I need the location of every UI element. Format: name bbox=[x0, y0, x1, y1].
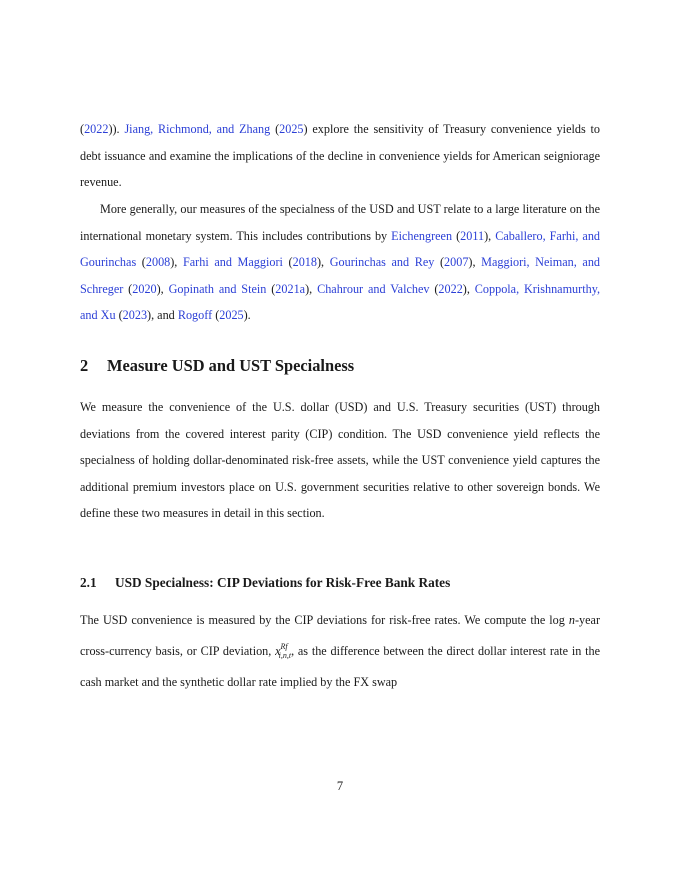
subsection-title: USD Specialness: CIP Deviations for Risk-Free Bank Rates bbox=[115, 575, 451, 590]
text-run: More generally, our measures of the specialness of the USD and UST relate to a large literature on the international monetary system. This includes contributions by bbox=[80, 202, 600, 243]
text-run: ), bbox=[316, 255, 330, 270]
subsection-number: 2.1 bbox=[80, 575, 97, 590]
text-run: ( bbox=[80, 122, 85, 136]
paragraph-literature-2 bbox=[80, 196, 600, 329]
math-superscript: Rf bbox=[280, 641, 288, 651]
citation-chahrour-year[interactable]: 2022 bbox=[438, 281, 463, 296]
citation-year-2025[interactable]: 2025 bbox=[279, 122, 304, 136]
text-run: ( bbox=[282, 255, 293, 270]
text-run: ) explore the sensitivity of Treasury convenience yields to debt issuance and examine the implications of the decline in convenience yields for American seigniorage revenue. bbox=[80, 122, 600, 190]
subsection-heading bbox=[80, 575, 450, 591]
citation-year-2022[interactable]: 2022 bbox=[84, 122, 109, 136]
math-subscript: i,n,t bbox=[278, 650, 292, 660]
citation-gourinchas-year[interactable]: 2007 bbox=[444, 255, 469, 270]
text-run: ( bbox=[212, 308, 220, 323]
text-run: , as the difference between the direct dollar interest rate in the cash market and the synthetic dollar rate implied by the FX swap bbox=[80, 643, 600, 690]
text-run: ( bbox=[452, 228, 461, 243]
text-run: ( bbox=[136, 255, 146, 270]
citation-gopinath-stein[interactable]: Gopinath and Stein bbox=[168, 281, 267, 296]
text-run: ( bbox=[429, 281, 439, 296]
section-heading bbox=[80, 356, 354, 376]
text-run: ), bbox=[468, 255, 482, 270]
citation-gopinath-year[interactable]: 2021a bbox=[275, 281, 306, 296]
citation-farhi-year[interactable]: 2018 bbox=[292, 255, 317, 270]
text-run: ), bbox=[305, 281, 318, 296]
text-run: ), bbox=[170, 255, 183, 270]
text-run: -year cross-currency basis, or CIP deviation, bbox=[80, 613, 600, 658]
citation-maggiori-year[interactable]: 2020 bbox=[132, 281, 157, 296]
citation-jiang-richmond-zhang[interactable]: Jiang, Richmond, and Zhang bbox=[124, 122, 271, 136]
citation-caballero-farhi-gourinchas[interactable]: Caballero, Farhi, and Gourinchas bbox=[80, 228, 601, 270]
citation-eichengreen-year[interactable]: 2011 bbox=[460, 228, 485, 243]
paragraph-usd-convenience bbox=[80, 607, 600, 696]
paragraph-literature-1 bbox=[80, 116, 600, 196]
paragraph-section-intro: We measure the convenience of the U.S. dollar (USD) and U.S. Treasury securities (UST) through deviations from the covered interest parity (CIP) condition. The USD convenience yield reflects the specialness of holding dollar-denominated risk-free assets, while the UST convenience yield captures the additional premium investors place on U.S. government securities relative to other sovereign bonds. We define these two measures in detail in this section. bbox=[80, 400, 600, 521]
citation-chahrour-valchev[interactable]: Chahrour and Valchev bbox=[317, 281, 430, 296]
citation-gourinchas-rey[interactable]: Gourinchas and Rey bbox=[329, 255, 435, 270]
text-run: ), bbox=[156, 281, 169, 296]
text-run: The USD convenience is measured by the CIP deviations for risk-free rates. We compute the log bbox=[80, 613, 569, 627]
citation-rogoff-year[interactable]: 2025 bbox=[219, 308, 244, 323]
citation-maggiori-neiman-schreger[interactable]: Maggiori, Neiman, and Schreger bbox=[80, 255, 601, 296]
text-run: ), bbox=[462, 281, 475, 296]
section-title: Measure USD and UST Specialness bbox=[107, 356, 355, 375]
text-run: ( bbox=[266, 281, 276, 296]
text-run: ( bbox=[270, 122, 280, 136]
text-run: ). bbox=[243, 308, 251, 323]
text-run: ), bbox=[484, 228, 496, 243]
section-number: 2 bbox=[80, 356, 89, 375]
text-run: ( bbox=[434, 255, 445, 270]
text-run: ), and bbox=[147, 308, 178, 323]
text-run: )). bbox=[108, 122, 125, 136]
citation-coppola-year[interactable]: 2023 bbox=[122, 308, 148, 323]
page-number: 7 bbox=[336, 779, 344, 793]
citation-rogoff[interactable]: Rogoff bbox=[177, 308, 213, 323]
citation-eichengreen[interactable]: Eichengreen bbox=[391, 228, 453, 243]
citation-caballero-year[interactable]: 2008 bbox=[145, 255, 171, 270]
citation-coppola-krishnamurthy-xu[interactable]: Coppola, Krishnamurthy, and Xu bbox=[80, 281, 601, 323]
text-run: ( bbox=[115, 308, 123, 323]
math-x: x bbox=[275, 643, 281, 658]
math-n: n bbox=[568, 613, 575, 627]
citation-farhi-maggiori[interactable]: Farhi and Maggiori bbox=[182, 255, 283, 270]
text-run: ( bbox=[123, 281, 133, 296]
